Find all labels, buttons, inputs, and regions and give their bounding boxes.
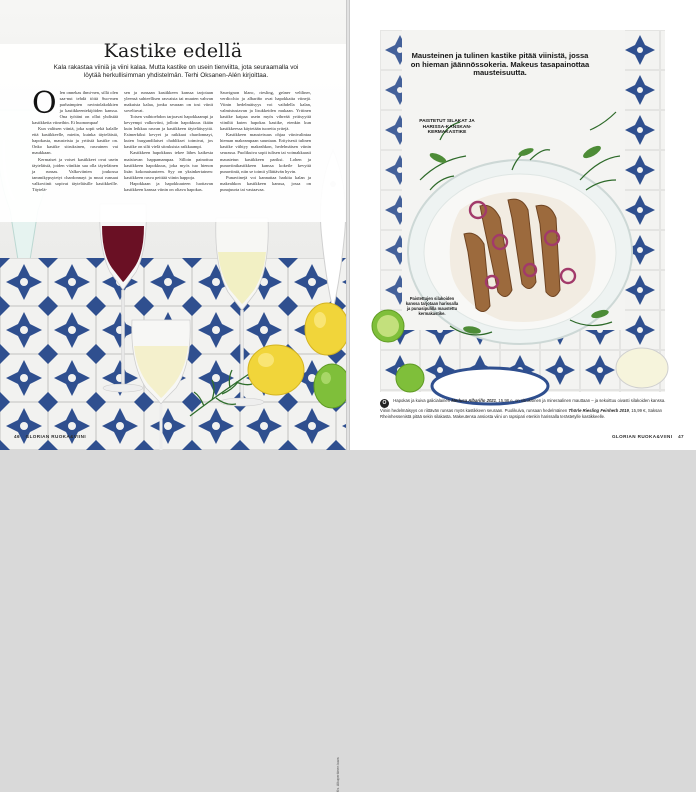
lemon-image bbox=[302, 300, 352, 358]
magazine-title-left: GLORIAN RUOKA&VIINI bbox=[25, 434, 87, 439]
caption-wine-name: Medusa Albariño 2021 bbox=[451, 398, 497, 403]
body-paragraph: Punaviinejä voi kannattaa harkita kalan ja makeahkon kastikkeen kanssa, jossa on punajuurta tai vastaavaa. bbox=[220, 174, 311, 192]
page-number-right: 47 bbox=[678, 434, 684, 439]
magazine-title-right: GLORIAN RUOKA&VIINI bbox=[611, 434, 673, 439]
white-wine-glass-front-image bbox=[128, 316, 194, 450]
body-paragraph: Kastikkeen hapokkuus tekee lähes kaikesta maistuvan happamampaa. Silloin painottuu kastikkeen hapokkuus, joka myös tuo hienon lisän kokonaisuuteen. Syy on yksinkertainen: kastikkeen rasva peittää viinin happoja. bbox=[124, 150, 213, 180]
body-column-2 bbox=[124, 90, 213, 193]
pull-quote: Mausteinen ja tulinen kastike pitää viinistä, jossa on hieman jäännössokeria. Makeus tasapainottaa mausteisuutta. bbox=[410, 51, 590, 78]
drop-cap: O bbox=[32, 86, 57, 121]
body-paragraph: Sauvignon blanc, riesling, grüner veltliner, verdicchio ja albariño ovat hapokkaita viinejä. Viinin hedelmäisyys voi vaihdella kalan, valmistustavan ja lisukkeiden mukaan. Yrttinen kastike kaipaa usein myös vihreää yrttisyyttä viiniltä kuten hapokas kastike, etenkin kun kastikkeessa käytetään tuoreita yrttejä. bbox=[220, 90, 311, 132]
body-paragraph: Toisen vaihtoehdon tarjoavat hapokkaampi ja kevyempi valkoviini, jolloin hapokkuus ikään kuin leikkaa rasvan ja kastikkeen täyteläisyyttä. Esimerkiksi kevyet ja raikkaat chardonnayt, kuten burgundilaiset chablikset toimivat, jos kastike on silti vielä sitruksista raikkaampi. bbox=[124, 114, 213, 150]
right-page-photo bbox=[380, 30, 665, 392]
caption-wine-name-2: Thörle Riesling Feinherb 2019 bbox=[568, 408, 629, 413]
folio-left bbox=[14, 434, 86, 439]
article-lead: Kala rakastaa viiniä ja viini kalaa. Mutta kastike on usein tienviitta, jota seuraamalla voi löytää herkullisimman yhdistelmän. Terhi Oksanen-Alén kirjoittaa. bbox=[53, 64, 299, 80]
body-paragraph: Kun valitsen viiniä, joka sopii sekä kalalle että kastikkeelle, mietin, kuinka täyteläistä, hapokasta, mausteista ja yrttistä kastike on. Onko kastike sitruksinen, rasvainen vai maukkaan. bbox=[32, 126, 118, 156]
body-paragraph: Kastikkeen mausteisuus ohjaa viinivalintaa hieman makeampaan suuntaan. Erityisesti tulinen kastike viihtyy makeahkon, hedelmäisen viinin seurassa. Puolikuiva sopii tulisen tai voimakkaasti maustetun kastikkeen pariksi. Lohen ja punaviinikastikkeen kanssa kokeile kevyttä punaviiniä, niin se toimii yllättävän hyvin. bbox=[220, 132, 311, 174]
body-column-3 bbox=[220, 90, 311, 193]
left-page bbox=[0, 0, 346, 450]
photo-credit: Ks. Alkuperäinen kuva bbox=[336, 757, 340, 792]
dish-description: Paistettujen silakoiden kanssa tarjotaan harissalla ja punasipulilla maustettu kermakastike. bbox=[405, 296, 459, 316]
page-number-left: 46 bbox=[14, 434, 20, 439]
wine-caption: O Hapokas ja kuiva galicialainen Medusa Albariño 2021, 15,98 e, on sitruksinen ja mineraalinen mauttaan – ja sekoittuu oivasti silakoiden kanssa. Viinin hedelmäisyys on riittävän runsas myös kastikkeen seuraan. Puolikuiva, runsaan hedelmäinen Thörle Riesling Feinherb 2019, 15,99 €, Saksan Rheinhessenistä pitää sekin silakasta. Makeutensa ansiosta viini on rapsipari etenkin harissalla terästetylle kastikkeelle. bbox=[380, 398, 666, 419]
folio-right bbox=[612, 434, 684, 439]
body-paragraph: sen ja runsaan kastikkeen kanssa tarjotaan yleensä suhteellisen rasvaista tai muuten vahvan makuista kalaa, jonka seuraan on tosi viinit soveltuvat. bbox=[124, 90, 213, 114]
body-paragraph: Hapokkaan ja hapokkuuteen luottavan kastikkeen kanssa viinin on oltava hapokas. bbox=[124, 180, 213, 192]
caption-lead: Hapokas ja kuiva galicialainen bbox=[393, 398, 451, 403]
caption-body: 15,98 e, on sitruksinen ja mineraalinen mauttaan – ja sekoittuu oivasti silakoiden kanssa. Viinin hedelmäisyys on riittävän runsas myös kastikkeen seuraan. Puolikuiva, runsaan hedelmäinen bbox=[380, 398, 666, 413]
caption-marker-icon: O bbox=[380, 399, 389, 408]
caption-end: 15,99 €, Saksan Rheinhessenistä pitää sekin silakasta. Makeutensa ansiosta viini on rapsipari etenkin harissalla terästetylle kastikkeelle. bbox=[380, 408, 663, 419]
body-paragraph: len onnekas ihmi-nen, sillä olen saa-nut tehdä töitä Suo-men parhaimpien ravintolakokkien ja kastikkeentekijöiden kanssa. Ona työtäni on ollut yhdistää kastikkeita viineihin. Ei huonompaa! bbox=[32, 90, 118, 126]
body-column-1 bbox=[32, 86, 118, 193]
lemon-center-image bbox=[244, 340, 308, 398]
body-paragraph: Kermaiset ja voiset kastikkeet ovat usein täyteläisiä, joiden viinikin saa olla täyteläinen ja runsas. Valkoviinien joukossa tammikypsytetyt chardonnayt ja muut runsaat valkoviinit sopivat täyteläisille kastikkeille. Täytelä- bbox=[32, 156, 118, 192]
dish-label: PAISTETUT SILAKAT JA HARISSA-KANSKAN-KERMAKASTIKE bbox=[419, 119, 475, 136]
right-page bbox=[350, 0, 696, 450]
article-headline: Kastike edellä bbox=[103, 40, 243, 62]
